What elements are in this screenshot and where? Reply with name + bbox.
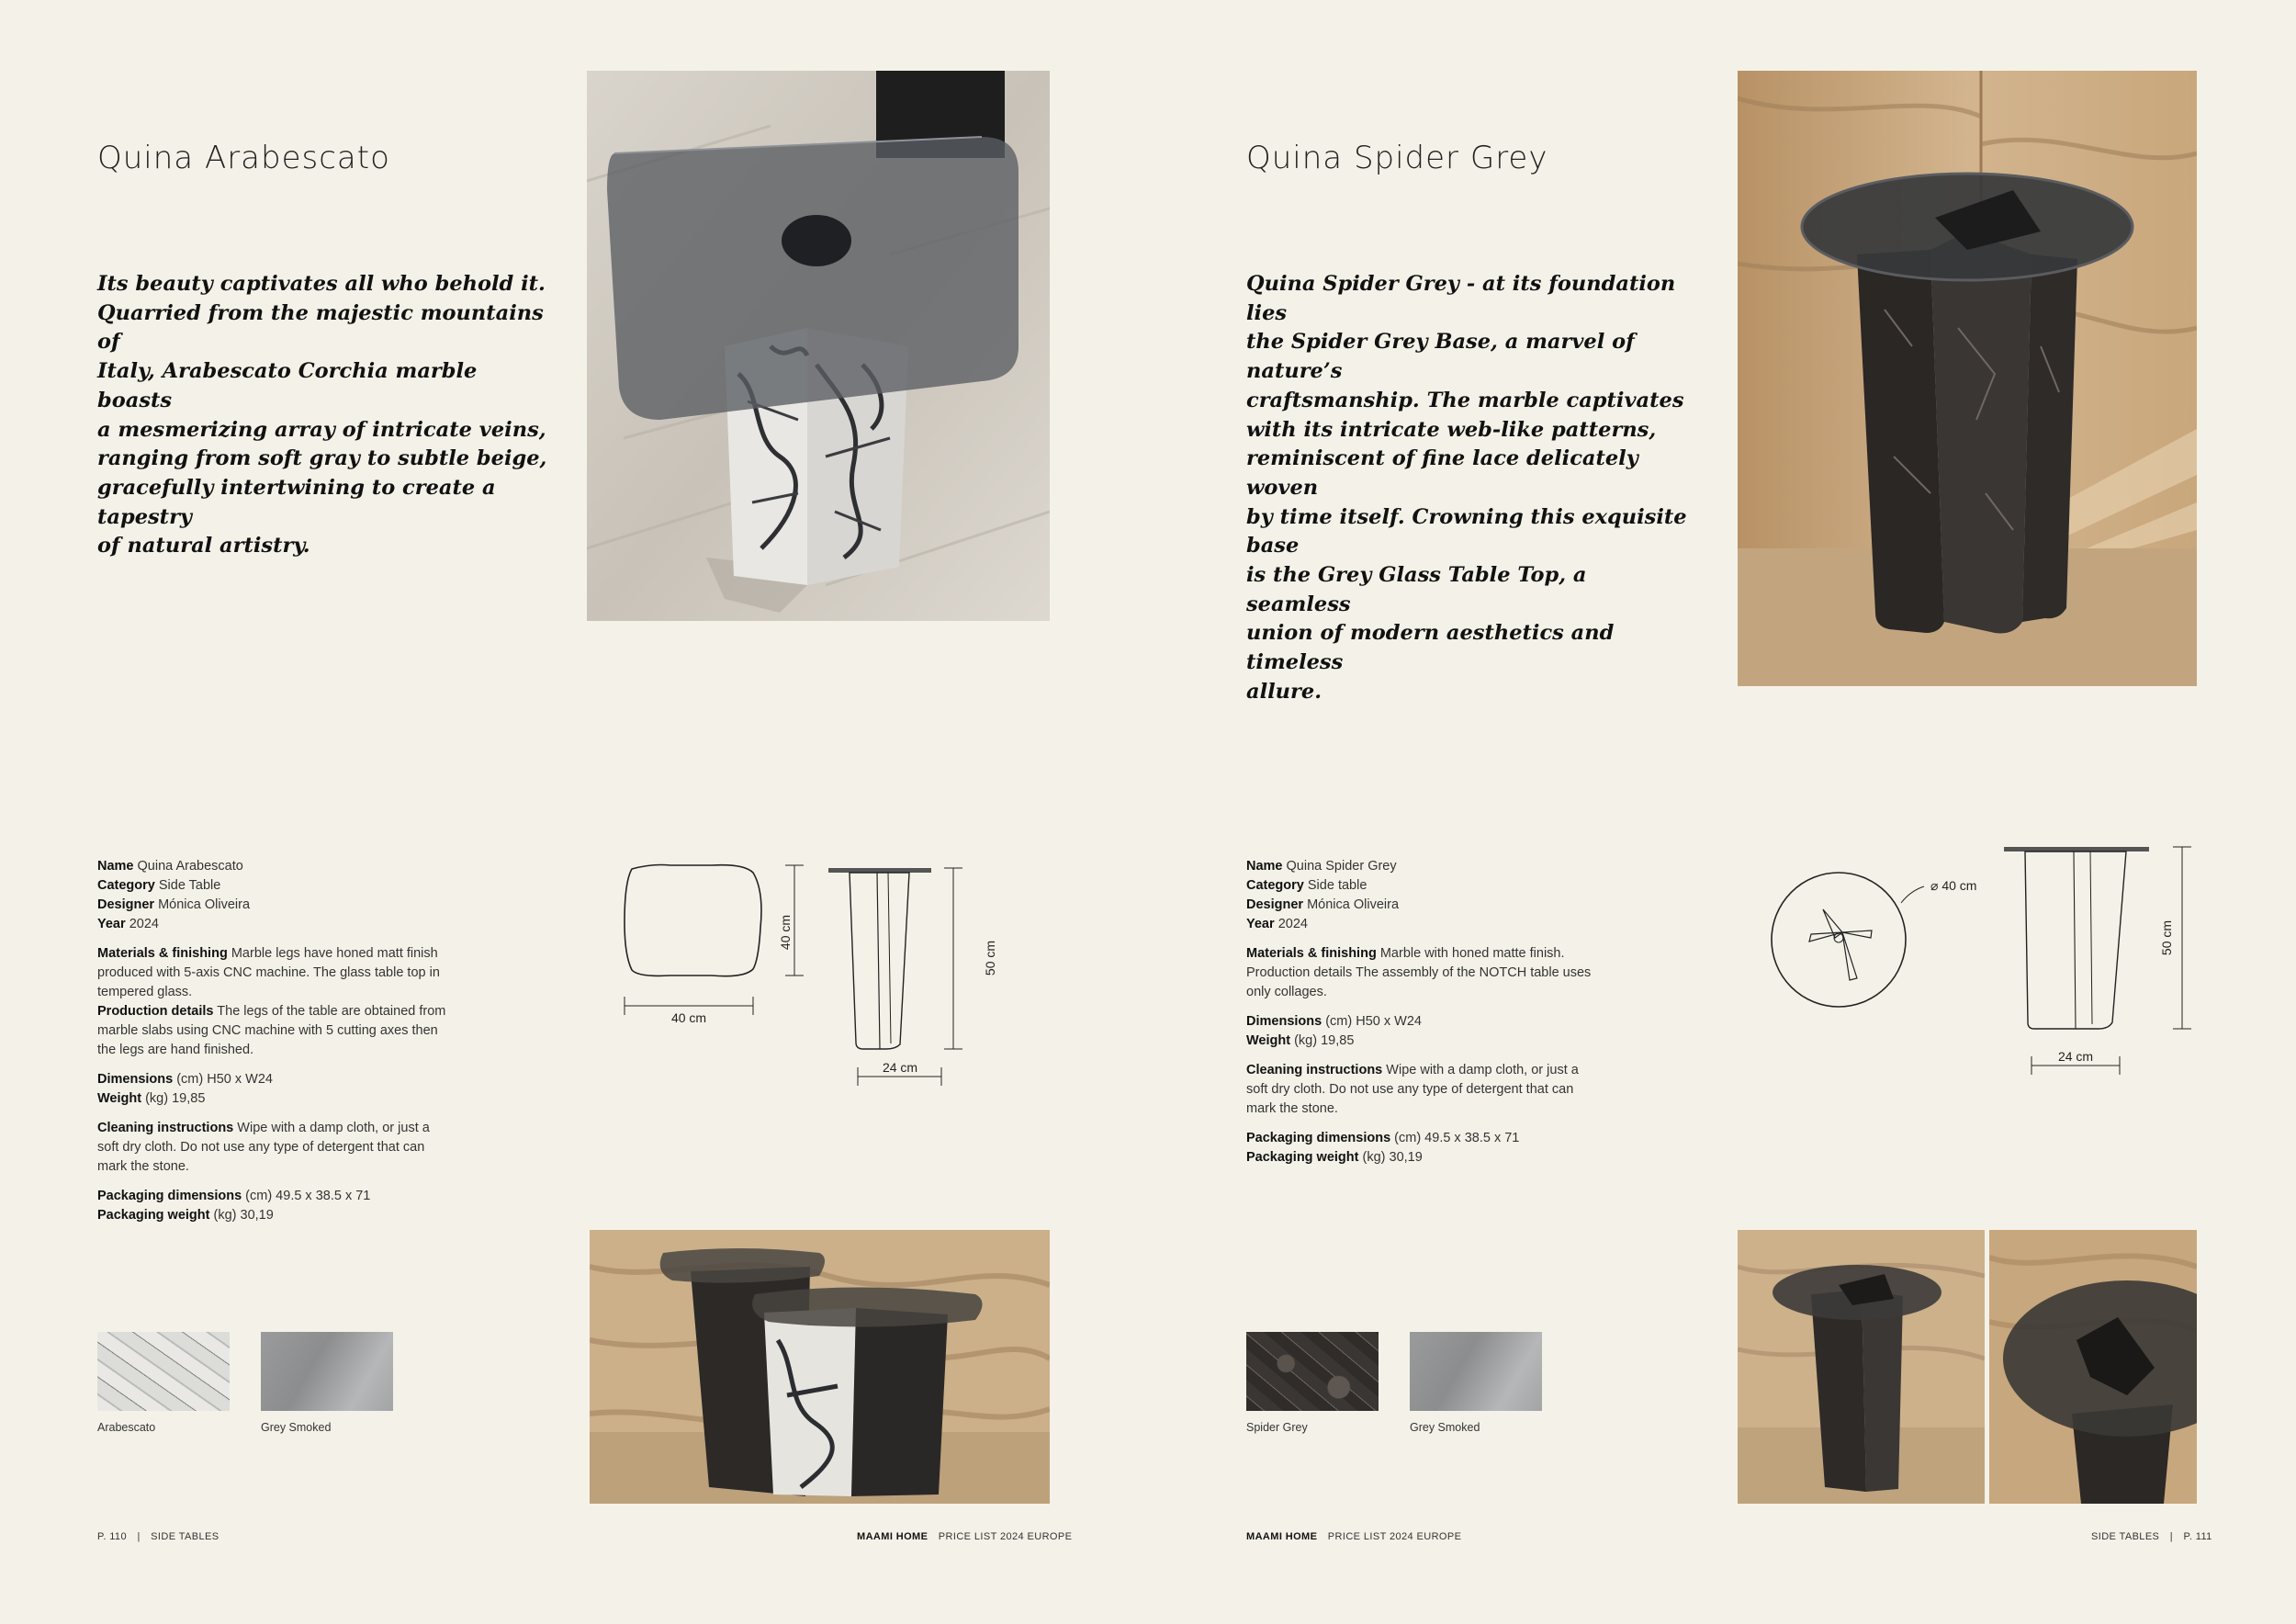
- right-spec-category: Side table: [1307, 878, 1367, 893]
- left-spec-cleaning: Wipe with a damp cloth, or just a soft dry cloth. Do not use any type of detergent that can mark the stone.: [97, 1121, 430, 1174]
- left-spec-dimensions: (cm) H50 x W24: [176, 1072, 273, 1087]
- right-spec-cleaning: Wipe with a damp cloth, or just a soft dry cloth. Do not use any type of detergent that can mark the stone.: [1246, 1063, 1579, 1116]
- right-dim-base-width: 24 cm: [2057, 1049, 2094, 1064]
- left-spec-year: 2024: [129, 917, 159, 931]
- left-spec-category: Side Table: [158, 878, 221, 893]
- left-intro-text: Its beauty captivates all who behold it. Quarried from the majestic mountains of Italy, Arabescato Corchia marble boasts a mesmerizing array of intricate veins, ranging from soft gray to subtle beige, gracefully intertwining to create a tapestry of natural artistry.: [97, 272, 547, 558]
- swatch-grey-smoked-left-label: Grey Smoked: [261, 1421, 332, 1434]
- left-page-number: P. 110: [97, 1531, 127, 1542]
- left-spec-weight: (kg) 19,85: [145, 1091, 206, 1106]
- left-spec-designer: Mónica Oliveira: [158, 897, 251, 912]
- right-spec-year: 2024: [1277, 917, 1308, 931]
- right-hero-photo: [1738, 71, 2197, 686]
- right-specs: Name Quina Spider Grey Category Side table Designer Mónica Oliveira Year 2024 Materials & finishing Marble with honed matte finish. Production details The assembly of the NOTCH table uses only collages. Dimensions (cm) H50 x W24 Weight (kg) 19,85 Cleaning instructions Wipe with a damp cloth, or just a soft dry cloth. Do not use any type of detergent that can mark the stone. Packaging dimensions (cm) 49.5 x 38.5 x 71 Packaging weight (kg) 30,19: [1246, 859, 1592, 1165]
- left-brand: MAAMI HOME: [857, 1531, 929, 1542]
- right-intro-text: Quina Spider Grey - at its foundation lies the Spider Grey Base, a marvel of nature’s craftsmanship. The marble captivates with its intricate web-like patterns, reminiscent of fine lace delicately woven by time itself. Crowning this exquisite base is the Grey Glass Table Top, a seamless union of modern aesthetics and timeless allure.: [1246, 272, 1687, 704]
- left-side-view-top: [828, 868, 931, 873]
- right-spec-pack-weight: (kg) 30,19: [1362, 1150, 1423, 1165]
- left-bottom-photo: [590, 1230, 1050, 1504]
- left-spec-name: Quina Arabescato: [137, 859, 243, 874]
- left-product-title: Quina Arabescato: [97, 140, 390, 176]
- right-spec-pack-dim: (cm) 49.5 x 38.5 x 71: [1394, 1131, 1520, 1145]
- right-bottom-photo-1: [1738, 1230, 1985, 1504]
- right-side-view-top: [2004, 847, 2149, 851]
- left-section: SIDE TABLES: [151, 1531, 219, 1542]
- right-product-title: Quina Spider Grey: [1246, 140, 1548, 176]
- swatch-arabescato: [97, 1332, 230, 1411]
- left-dim-top-depth: 40 cm: [778, 914, 793, 951]
- left-hero-photo: [587, 71, 1050, 621]
- right-spec-materials: Marble with honed matte finish. Production details The assembly of the NOTCH table uses only collages.: [1246, 946, 1592, 999]
- right-bottom-photo-2: [1989, 1230, 2197, 1504]
- right-spec-weight: (kg) 19,85: [1294, 1033, 1355, 1048]
- right-price-list: PRICE LIST 2024 EUROPE: [1327, 1531, 1462, 1542]
- swatch-spider-grey: [1246, 1332, 1379, 1411]
- right-technical-drawing: [1763, 840, 2204, 1079]
- right-brand: MAAMI HOME: [1246, 1531, 1318, 1542]
- left-specs: Name Quina Arabescato Category Side Table Designer Mónica Oliveira Year 2024 Materials & finishing Marble legs have honed matt finish produced with 5-axis CNC machine. The glass table top in tempered glass. Production details The legs of the table are obtained from marble slabs using CNC machine with 5 cutting axes then the legs are hand finished. Dimensions (cm) H50 x W24 Weight (kg) 19,85 Cleaning instructions Wipe with a damp cloth, or just a soft dry cloth. Do not use any type of detergent that can mark the stone. Packaging dimensions (cm) 49.5 x 38.5 x 71 Packaging weight (kg) 30,19: [97, 859, 446, 1223]
- swatch-grey-smoked-right: [1410, 1332, 1542, 1411]
- swatch-spider-grey-label: Spider Grey: [1246, 1421, 1308, 1434]
- left-dim-height: 50 cm: [983, 940, 997, 976]
- right-page-number: P. 111: [2183, 1531, 2212, 1542]
- left-price-list: PRICE LIST 2024 EUROPE: [938, 1531, 1073, 1542]
- left-spec-pack-weight: (kg) 30,19: [213, 1208, 274, 1223]
- right-spec-name: Quina Spider Grey: [1286, 859, 1397, 874]
- right-section: SIDE TABLES: [2091, 1531, 2160, 1542]
- swatch-grey-smoked-right-label: Grey Smoked: [1410, 1421, 1480, 1434]
- right-dim-height: 50 cm: [2159, 919, 2174, 956]
- right-spec-designer: Mónica Oliveira: [1307, 897, 1400, 912]
- right-footer-brand: [1246, 1531, 1461, 1542]
- left-spec-pack-dim: (cm) 49.5 x 38.5 x 71: [245, 1189, 371, 1203]
- right-spec-dimensions: (cm) H50 x W24: [1325, 1014, 1422, 1029]
- left-spec-materials: Marble legs have honed matt finish produced with 5-axis CNC machine. The glass table top in tempered glass.: [97, 946, 440, 999]
- left-dim-base-width: 24 cm: [882, 1060, 918, 1075]
- right-dim-diameter: ⌀ 40 cm: [1930, 878, 1977, 893]
- swatch-grey-smoked-left: [261, 1332, 393, 1411]
- left-spec-production: The legs of the table are obtained from marble slabs using CNC machine with 5 cutting axes then the legs are hand finished.: [97, 1004, 446, 1057]
- left-footer-page: P. 110 | SIDE TABLES: [97, 1531, 219, 1542]
- left-technical-drawing: [615, 854, 1038, 1093]
- left-dim-top-width: 40 cm: [670, 1010, 707, 1025]
- right-top-view: [1772, 873, 1906, 1007]
- left-top-view: [625, 865, 761, 976]
- right-footer-page: SIDE TABLES | P. 111: [2091, 1531, 2212, 1542]
- swatch-arabescato-label: Arabescato: [97, 1421, 156, 1434]
- left-footer-brand: [857, 1531, 1072, 1542]
